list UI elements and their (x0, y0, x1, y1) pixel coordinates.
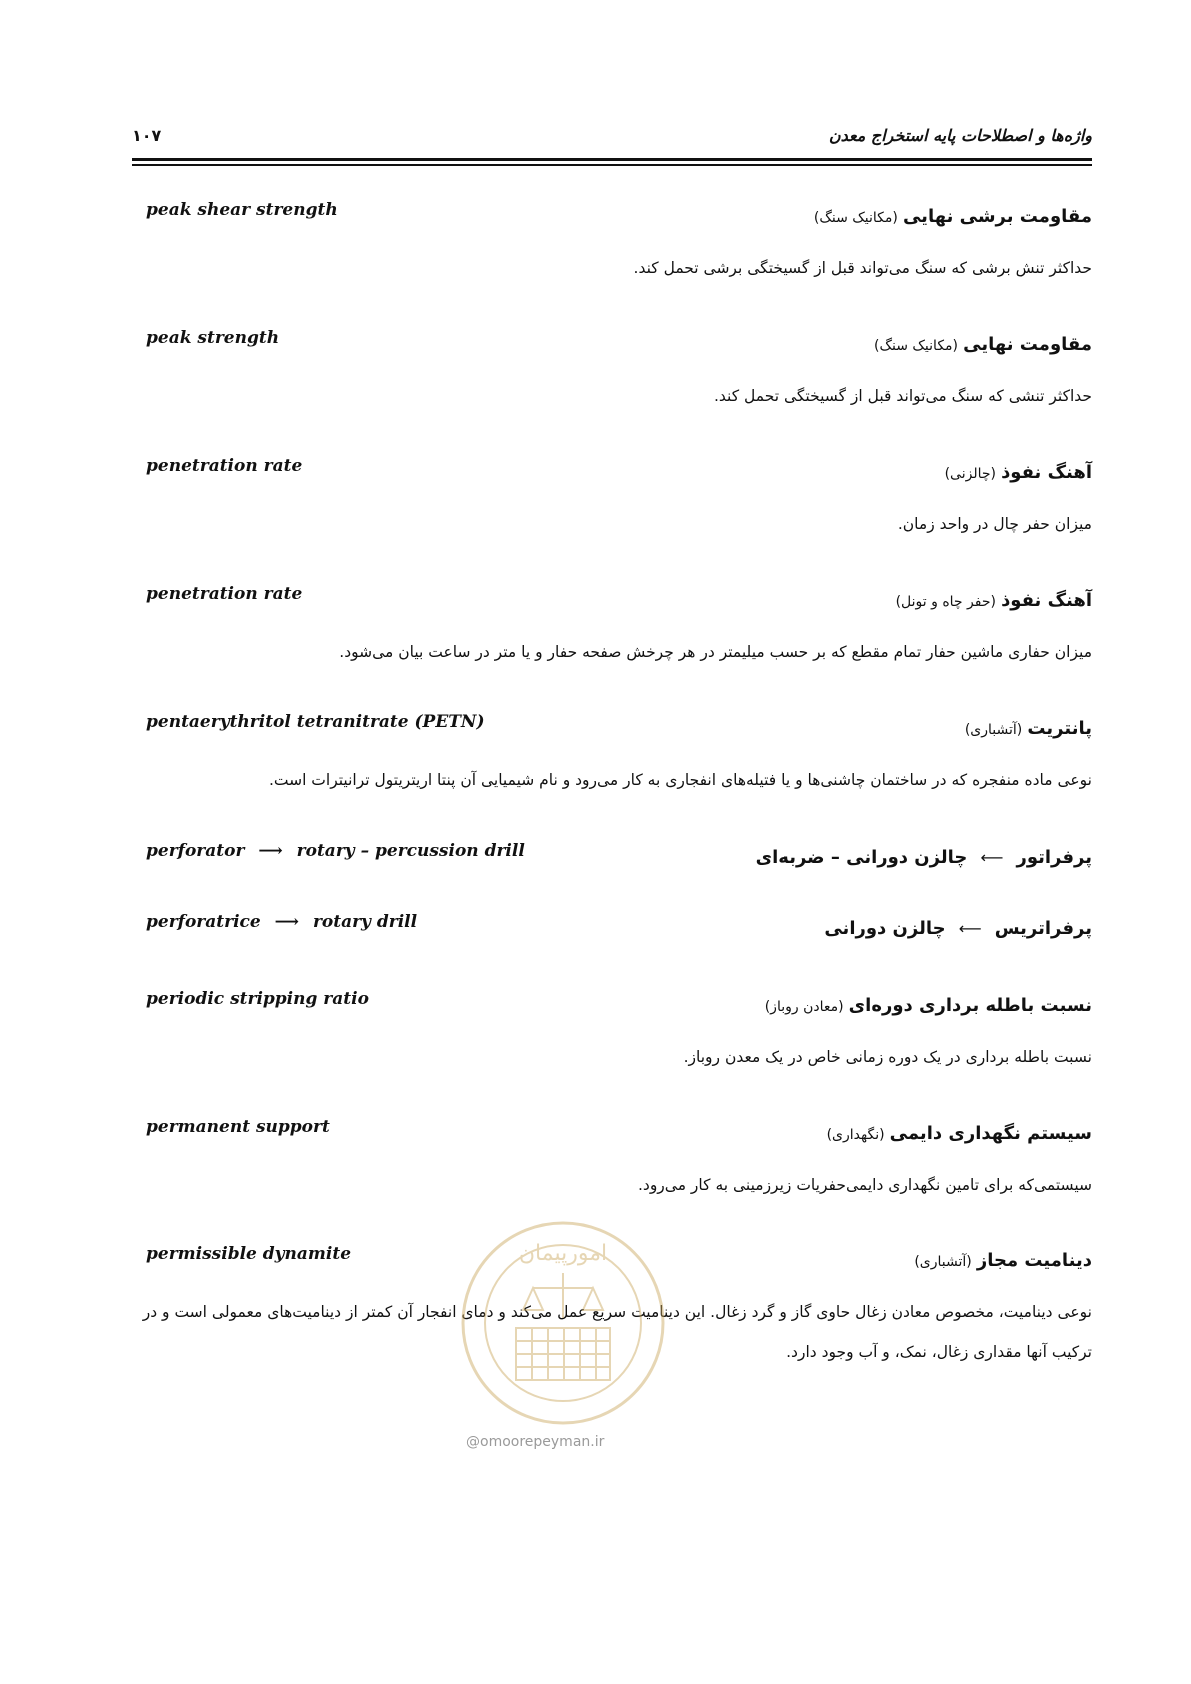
subject-domain: (مکانیک سنگ) (874, 338, 959, 354)
subject-domain: (معادن روباز) (764, 999, 844, 1015)
english-cross-reference (146, 912, 417, 932)
arrow-right-icon: ⟶ (258, 841, 283, 861)
english-reference-term: rotary – percussion drill (296, 841, 525, 861)
english-term: peak strength (146, 328, 280, 348)
persian-term: دینامیت مجاز (976, 1250, 1092, 1271)
subject-domain: (آتشباری) (964, 722, 1023, 738)
subject-domain: (آتشباری) (914, 1254, 972, 1270)
english-cross-reference (146, 841, 525, 861)
definition: میزان حفر چال در واحد زمان. (897, 515, 1092, 533)
persian-term-line (874, 334, 1092, 355)
arrow-left-icon: ⟵ (980, 848, 1004, 867)
persian-term: سیستم نگهداری دایمی (889, 1123, 1092, 1144)
persian-term: آهنگ نفوذ (1001, 590, 1092, 611)
subject-domain: (نگهداری) (826, 1127, 885, 1143)
persian-term: آهنگ نفوذ (1001, 462, 1092, 483)
definition: نوعی ماده منفجره که در ساختمان چاشنی‌ها و یا فتیله‌های انفجاری به کار می‌رود و نام شیمیایی آن پنتا اریتریتول ترانیترات است. (268, 771, 1092, 789)
persian-term-line (827, 1123, 1092, 1144)
persian-term-line (914, 1250, 1092, 1271)
english-term: peak shear strength (146, 200, 338, 220)
arrow-right-icon: ⟶ (274, 912, 300, 932)
definition: سیستمی‌که برای تامین نگهداری دایمی‌حفریات زیرزمینی به کار می‌رود. (637, 1176, 1092, 1194)
persian-cross-reference (756, 847, 1092, 868)
header-rule-thin (132, 164, 1092, 166)
watermark-site: @omoorepeyman.ir (466, 1434, 605, 1450)
definition: نسبت باطله برداری در یک دوره زمانی خاص در یک معدن روباز. (683, 1048, 1092, 1066)
page-header (132, 126, 1092, 156)
subject-domain: (مکانیک سنگ) (813, 210, 898, 226)
english-term: permissible dynamite (146, 1244, 352, 1264)
english-term: penetration rate (146, 584, 303, 604)
persian-term: پانتریت (1027, 718, 1092, 739)
page-number: ۱۰۷ (132, 126, 162, 145)
persian-term: مقاومت نهایی (963, 334, 1092, 355)
english-term: pentaerythritol tetranitrate (PETN) (146, 712, 485, 732)
english-term: periodic stripping ratio (146, 989, 369, 1009)
persian-term: نسبت باطله برداری دوره‌ای (848, 995, 1092, 1016)
persian-term: پرفراتریس (994, 918, 1092, 939)
persian-term: مقاومت برشی نهایی (902, 206, 1092, 227)
definition: نوعی دینامیت، مخصوص معادن زغال حاوی گاز و گرد زغال. این دینامیت سریع عمل می‌کند و دمای انفجار آن کمتر از دینامیت‌های معمولی است و در ترکیب آنها مقداری زغال، نمک، و آب وجود دارد. (142, 1303, 1092, 1361)
definition: حداکثر تنش برشی که سنگ می‌تواند قبل از گسیختگی برشی تحمل کند. (633, 259, 1092, 277)
persian-term-line (965, 718, 1092, 739)
persian-term-line (945, 462, 1092, 483)
arrow-left-icon: ⟵ (958, 919, 982, 938)
persian-term: پرفراتور (1016, 847, 1092, 868)
persian-reference-term: چالزن دورانی (824, 918, 946, 939)
persian-reference-term: چالزن دورانی – ضربه‌ای (755, 847, 968, 868)
subject-domain: (چالزنی) (944, 466, 996, 482)
english-reference-term: rotary drill (312, 912, 418, 932)
watermark-logo (458, 1218, 668, 1428)
definition: حداکثر تنشی که سنگ می‌تواند قبل از گسیختگی تحمل کند. (713, 387, 1092, 405)
persian-term-line (765, 995, 1092, 1016)
persian-term-line (814, 206, 1092, 227)
persian-cross-reference (824, 918, 1092, 939)
persian-term-line (896, 590, 1092, 611)
header-rule-thick (132, 158, 1092, 161)
english-term: perforatrice (146, 912, 261, 932)
subject-domain: (حفر چاه و تونل) (895, 594, 996, 610)
watermark-logo-text: امورپیمان (518, 1241, 608, 1266)
definition: میزان حفاری ماشین حفار تمام مقطع که بر حسب میلیمتر در هر چرخش صفحه حفار و یا متر در ساعت بیان می‌شود. (339, 643, 1092, 661)
running-title: واژه‌ها و اصطلاحات پایه استخراج معدن (828, 126, 1092, 145)
english-term: perforator (146, 841, 245, 861)
english-term: penetration rate (146, 456, 303, 476)
english-term: permanent support (146, 1117, 330, 1137)
